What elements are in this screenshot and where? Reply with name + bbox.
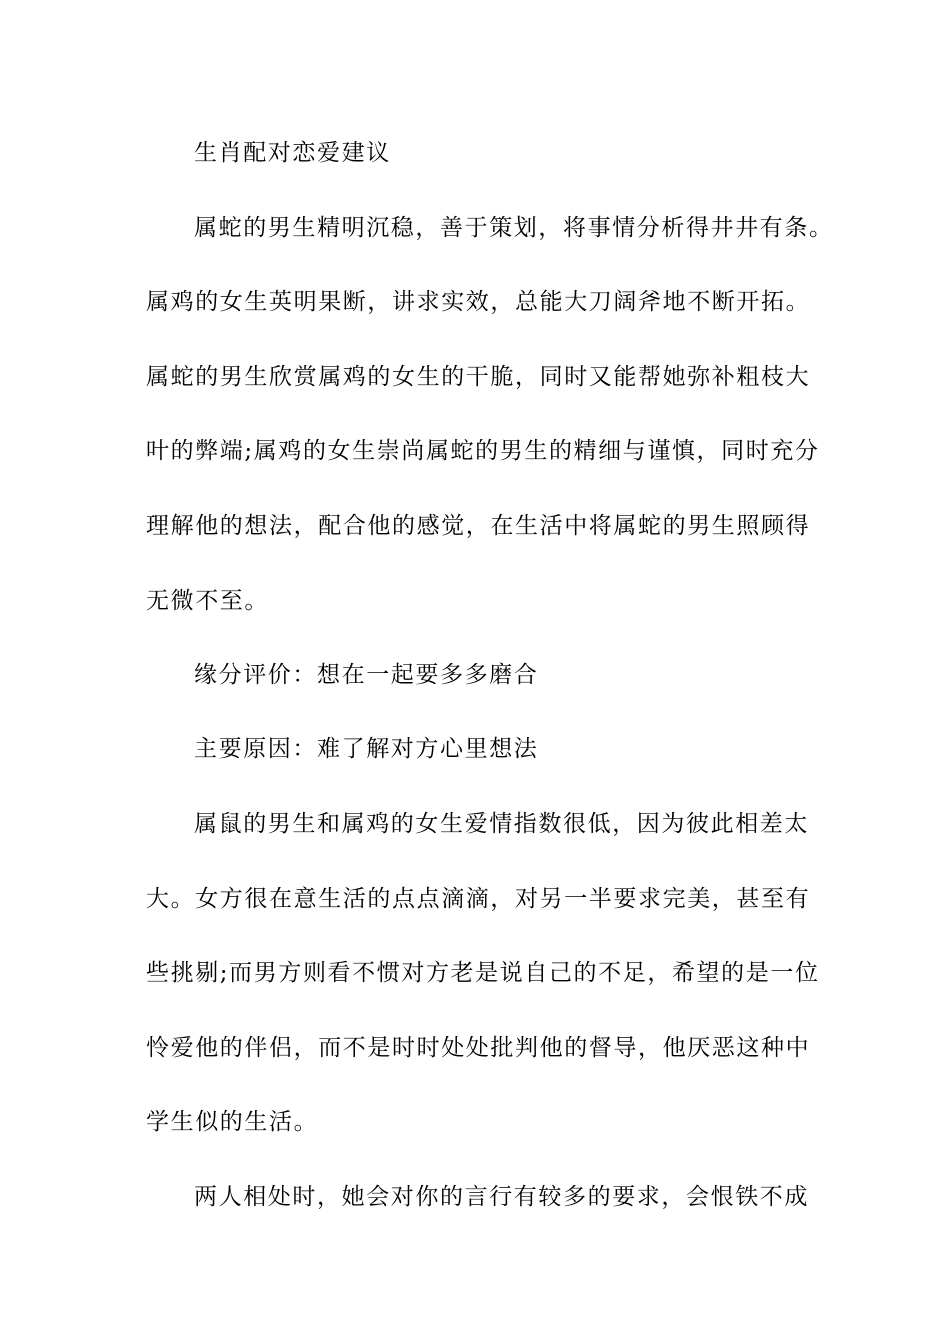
evaluation-line: 缘分评价：想在一起要多多磨合 xyxy=(194,662,539,688)
paragraph-2-line-3: 些挑剔;而男方则看不惯对方老是说自己的不足，希望的是一位 xyxy=(146,960,820,986)
paragraph-2-line-4: 怜爱他的伴侣，而不是时时处处批判他的督导，他厌恶这种中 xyxy=(146,1035,811,1061)
paragraph-1-line-4: 叶的弊端;属鸡的女生崇尚属蛇的男生的精细与谨慎，同时充分 xyxy=(146,438,820,464)
paragraph-2-line-5: 学生似的生活。 xyxy=(146,1109,319,1135)
paragraph-1-line-2: 属鸡的女生英明果断，讲求实效，总能大刀阔斧地不断开拓。 xyxy=(146,289,811,315)
paragraph-2-line-1: 属鼠的男生和属鸡的女生爱情指数很低，因为彼此相差太 xyxy=(194,811,809,837)
paragraph-1-line-6: 无微不至。 xyxy=(146,588,269,614)
paragraph-1-line-1: 属蛇的男生精明沉稳，善于策划，将事情分析得井井有条。 xyxy=(194,215,834,241)
document-heading: 生肖配对恋爱建议 xyxy=(194,140,391,166)
paragraph-1-line-5: 理解他的想法，配合他的感觉，在生活中将属蛇的男生照顾得 xyxy=(146,513,811,539)
paragraph-3-line-1: 两人相处时，她会对你的言行有较多的要求，会恨铁不成 xyxy=(194,1184,809,1210)
reason-line: 主要原因：难了解对方心里想法 xyxy=(194,736,539,762)
paragraph-1-line-3: 属蛇的男生欣赏属鸡的女生的干脆，同时又能帮她弥补粗枝大 xyxy=(146,364,811,390)
paragraph-2-line-2: 大。女方很在意生活的点点滴滴，对另一半要求完美，甚至有 xyxy=(146,886,811,912)
